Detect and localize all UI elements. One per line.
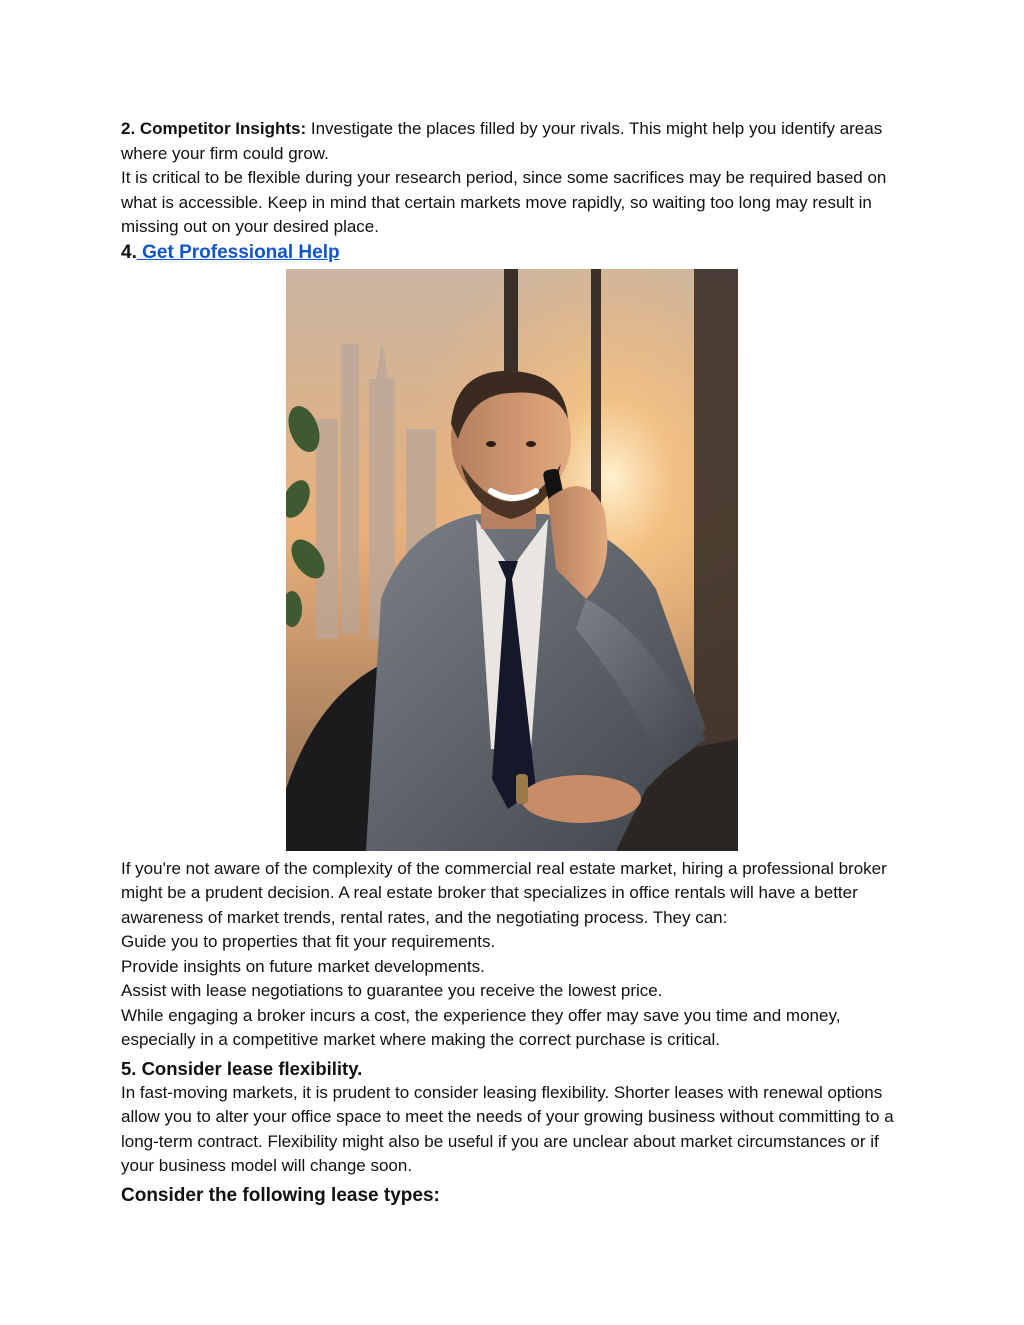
section-5-paragraph: In fast-moving markets, it is prudent to consider leasing flexibility. Shorter leases with renewal options allow you to alter your office space to meet the needs of your growing business without committing to a long-term contract. Flexibility might also be useful if you are unclear about market circumstances or if your business model will change soon.	[121, 1082, 894, 1175]
broker-item-1: Guide you to properties that fit your requirements.	[121, 932, 496, 951]
broker-item-2: Provide insights on future market developments.	[121, 956, 485, 976]
competitor-insights-paragraph	[121, 117, 911, 166]
businessman-on-phone-image	[286, 269, 738, 851]
get-professional-help-link[interactable]: Get Professional Help	[136, 241, 340, 263]
broker-item-3: Assist with lease negotiations to guarantee you receive the lowest price.	[121, 981, 663, 1000]
section-4-number: 4.	[121, 241, 137, 263]
document-body	[121, 117, 911, 1209]
section-5-heading: 5. Consider lease flexibility.	[121, 1057, 363, 1079]
broker-closing-paragraph: While engaging a broker incurs a cost, the experience they offer may save you time and money, especially in a competitive market where making the correct purchase is critical.	[121, 1005, 841, 1049]
broker-intro-paragraph: If you're not aware of the complexity of the commercial real estate market, hiring a professional broker might be a prudent decision. A real estate broker that specializes in office rentals will have a better awareness of market trends, rental rates, and the negotiating process. They can:	[121, 858, 887, 927]
lease-types-heading: Consider the following lease types:	[121, 1184, 440, 1206]
section-4-heading	[121, 240, 911, 266]
competitor-insights-text: Investigate the places filled by your rivals. This might help you identify areas where your firm could grow.	[121, 119, 883, 163]
flexibility-paragraph: It is critical to be flexible during your research period, since some sacrifices may be required based on what is accessible. Keep in mind that certain markets move rapidly, so waiting too long may result in missing out on your desired place.	[121, 168, 887, 236]
competitor-insights-label: 2. Competitor Insights:	[121, 119, 307, 138]
